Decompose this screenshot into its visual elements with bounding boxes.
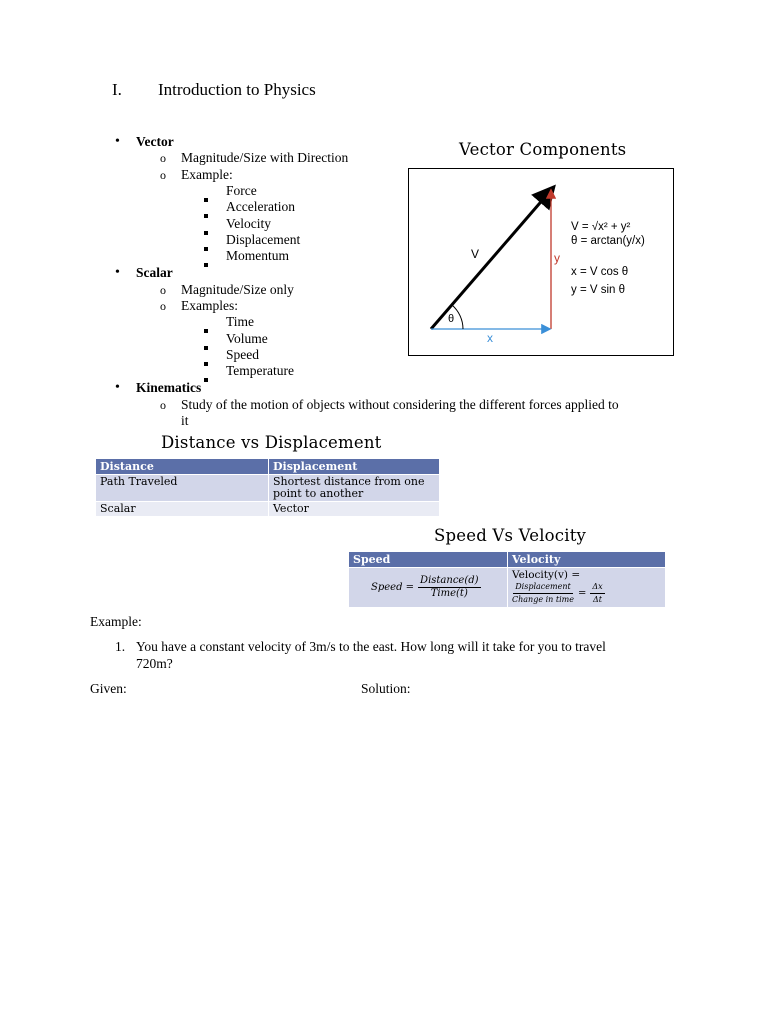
equation-angle: θ = arctan(y/x) [571,235,645,247]
velocity-equals: = [577,587,587,599]
bullet-dot: • [115,265,120,280]
table-header-cell: Speed [349,552,508,568]
distance-table [95,458,440,517]
table-cell: Path Traveled [96,475,269,502]
section-title: Introduction to Physics [158,80,316,99]
table-header-cell: Distance [96,459,269,475]
y-label: y [554,251,560,265]
table-cell-line: Shortest distance from one [273,475,425,488]
vector-example-item: Acceleration [226,199,295,214]
speed-fraction [418,575,481,600]
square-bullet [204,254,208,272]
scalar-example-item: Speed [226,347,259,362]
table-cell [269,475,440,502]
v-label: V [471,247,480,261]
x-label: x [487,331,493,345]
vector-diagram-svg [409,169,673,355]
speed-table [348,551,666,608]
section-number: I. [112,80,122,99]
vector-example-item: Force [226,183,257,198]
vector-example-item: Displacement [226,232,301,247]
table-header-cell: Velocity [508,552,666,568]
table-row [96,475,440,502]
circle-bullet: o [160,151,166,165]
example-label: Example: [90,614,142,629]
table-cell: Scalar [96,502,269,517]
scalar-example-item: Temperature [226,363,295,378]
bullet-dot: • [115,380,120,395]
table-row [96,502,440,517]
table-row [349,568,666,608]
speed-formula-cell [349,568,508,608]
velocity-numerator: Displacement [513,581,572,594]
table-cell: Vector [269,502,440,517]
vector-diagram [408,168,674,356]
table-header-cell: Displacement [269,459,440,475]
vector-figure-title: Vector Components [459,140,627,159]
vector-example-item: Velocity [226,216,271,231]
delta-denominator: Δt [592,595,602,604]
distance-table-title: Distance vs Displacement [161,433,382,452]
velocity-denominator: Change in time [512,595,574,604]
equation-x: x = V cos θ [571,266,629,278]
scalar-label: Scalar [136,265,173,280]
scalar-definition: Magnitude/Size only [181,282,294,297]
given-label: Given: [90,681,127,696]
circle-bullet: o [160,168,166,182]
velocity-label: Velocity(v) = [512,569,581,581]
scalar-examples-label: Examples: [181,298,238,313]
circle-bullet: o [160,398,166,412]
example-question-line1: You have a constant velocity of 3m/s to the east. How long will it take for you to travel [136,639,606,654]
kinematics-definition-line1: Study of the motion of objects without considering the different forces applied to [181,397,619,412]
circle-bullet: o [160,283,166,297]
equation-magnitude: V = √x² + y² [571,221,631,233]
scalar-example-item: Volume [226,331,268,346]
delta-fraction [590,581,604,606]
scalar-example-item: Time [226,314,255,329]
table-header-row [96,459,440,475]
bullet-dot: • [115,134,120,149]
speed-table-title: Speed Vs Velocity [434,526,587,545]
table-cell-line: point to another [273,487,364,500]
square-bullet [204,369,208,387]
velocity-fraction [512,581,574,606]
velocity-formula-cell [508,568,666,608]
circle-bullet: o [160,299,166,313]
vector-definition: Magnitude/Size with Direction [181,150,349,165]
table-header-row [349,552,666,568]
kinematics-definition-line2: it [181,413,189,428]
kinematics-label: Kinematics [136,380,202,395]
example-number: 1. [115,639,126,654]
square-bullet [204,205,208,223]
vector-label: Vector [136,134,174,149]
speed-denominator: Time(t) [430,588,468,599]
speed-numerator: Distance(d) [420,575,479,586]
vector-example-label: Example: [181,167,233,182]
theta-label: θ [448,313,455,325]
delta-numerator: Δx [590,581,604,594]
vector-example-item: Momentum [226,248,289,263]
square-bullet [204,320,208,338]
vector-v-arrow [431,189,552,329]
solution-label: Solution: [361,681,411,696]
equation-y: y = V sin θ [571,284,626,296]
example-question-line2: 720m? [136,656,173,671]
speed-formula-left: Speed = [371,581,415,593]
